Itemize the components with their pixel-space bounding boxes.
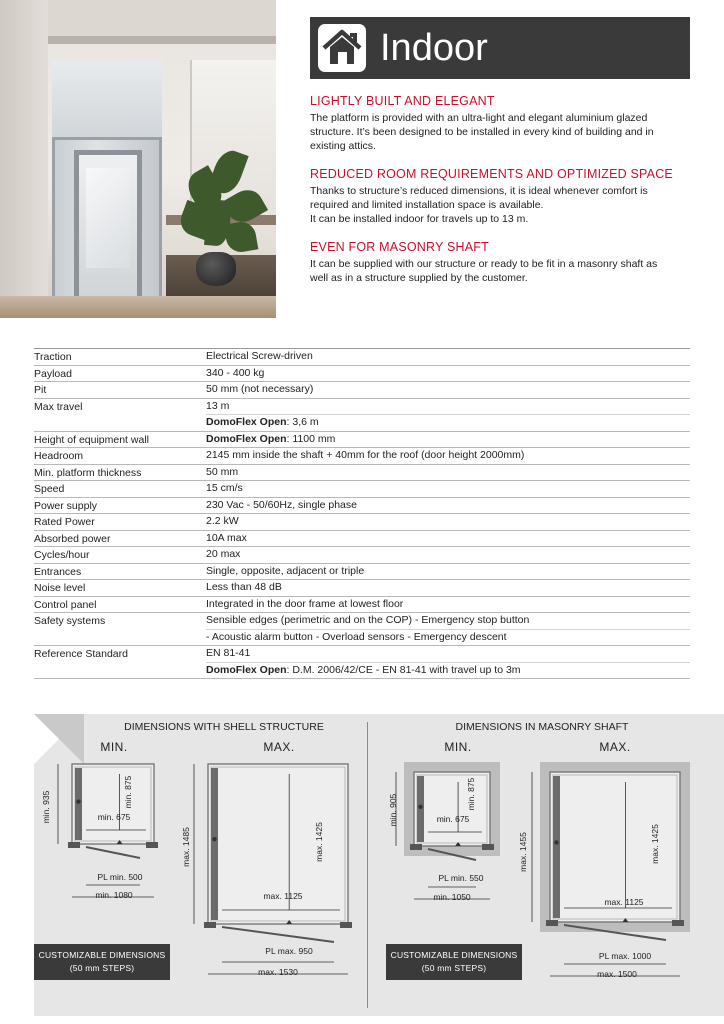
intro-heading: LIGHTLY BUILT AND ELEGANT xyxy=(310,94,495,108)
spec-values xyxy=(206,349,690,365)
spec-row xyxy=(34,646,690,679)
door-frame xyxy=(410,844,422,850)
spec-label: Min. platform thickness xyxy=(34,466,142,479)
door-frame xyxy=(546,920,558,926)
spec-value-text: 50 mm xyxy=(206,465,239,478)
spec-label: Reference Standard xyxy=(34,648,128,660)
spec-label: Max travel xyxy=(34,400,83,413)
spec-row xyxy=(34,382,690,399)
inner-height-label: min. 875 xyxy=(123,775,133,809)
spec-label: Pit xyxy=(34,384,47,396)
cop-button xyxy=(212,837,216,841)
spec-label: Payload xyxy=(34,367,72,380)
spec-values xyxy=(206,432,690,448)
spec-value-text: 2145 mm inside the shaft + 40mm for the roof (door height 2000mm) xyxy=(206,449,525,461)
spec-table xyxy=(34,348,690,679)
spec-row xyxy=(34,366,690,383)
cop-button xyxy=(554,840,558,844)
spec-value-text: Sensible edges (perimetric and on the COP) - Emergency stop button xyxy=(206,614,530,626)
spec-label: Absorbed power xyxy=(34,532,111,545)
door-frame xyxy=(68,842,80,848)
passage-width-label: PL max. 1000 xyxy=(598,951,652,961)
spec-row xyxy=(34,531,690,548)
spec-values xyxy=(206,399,690,431)
inner-height-label: min. 875 xyxy=(466,777,476,811)
drive-column xyxy=(417,776,424,842)
spec-value xyxy=(206,630,690,646)
outer-height-label: max. 1455 xyxy=(518,832,528,872)
spec-row xyxy=(34,465,690,482)
spec-row xyxy=(34,349,690,366)
spec-label: Safety systems xyxy=(34,615,106,627)
spec-row xyxy=(34,613,690,646)
spec-value-text: EN 81-41 xyxy=(206,647,251,659)
spec-value xyxy=(206,465,690,481)
spec-value xyxy=(206,663,690,679)
spec-values xyxy=(206,564,690,580)
spec-value-text: : 3,6 m xyxy=(286,416,319,428)
platform-outline xyxy=(72,764,154,844)
inner-width-label: max. 1125 xyxy=(263,891,303,901)
outer-height-label: max. 1485 xyxy=(181,827,191,867)
inner-width-label: min. 675 xyxy=(436,814,470,824)
outer-width-label: min. 1050 xyxy=(433,892,471,902)
spec-value xyxy=(206,415,690,431)
spec-values xyxy=(206,531,690,547)
spec-value-text: : D.M. 2006/42/CE - EN 81-41 with travel up to 3m xyxy=(286,663,521,676)
spec-value xyxy=(206,498,690,514)
cop-button xyxy=(418,805,422,809)
intro-heading: EVEN FOR MASONRY SHAFT xyxy=(310,240,489,254)
inner-height-label: max. 1425 xyxy=(314,822,324,862)
spec-value-text: 20 max xyxy=(206,548,241,560)
spec-label: Noise level xyxy=(34,582,86,594)
spec-value-text: Integrated in the door frame at lowest floor xyxy=(206,597,404,610)
page-title: Indoor xyxy=(380,27,488,69)
spec-value-text: Less than 48 dB xyxy=(206,581,282,593)
intro-text xyxy=(310,94,690,299)
cop-button xyxy=(76,799,80,803)
spec-values xyxy=(206,613,690,645)
masonry-min-label: MIN. xyxy=(444,740,472,754)
spec-value xyxy=(206,399,690,416)
spec-row xyxy=(34,481,690,498)
spec-value-text: - Acoustic alarm button - Overload sensors - Emergency descent xyxy=(206,630,507,643)
spec-value xyxy=(206,564,690,580)
door-leaf xyxy=(222,927,334,942)
product-name: DomoFlex Open xyxy=(206,416,287,428)
spec-values xyxy=(206,646,690,678)
spec-value-text: 340 - 400 kg xyxy=(206,366,265,379)
spec-row xyxy=(34,498,690,515)
spec-value xyxy=(206,481,690,497)
masonry-max-label: MAX. xyxy=(599,740,631,754)
spec-row xyxy=(34,580,690,597)
spec-value-text: 13 m xyxy=(206,399,230,412)
spec-label: Entrances xyxy=(34,565,82,578)
outer-width-label: max. 1500 xyxy=(597,969,637,979)
spec-values xyxy=(206,448,690,464)
spec-values xyxy=(206,465,690,481)
spec-row xyxy=(34,448,690,465)
dimension-drawings xyxy=(34,714,724,1016)
passage-width-label: PL max. 950 xyxy=(265,946,313,956)
spec-label: Control panel xyxy=(34,598,97,611)
spec-value-text: 230 Vac - 50/60Hz, single phase xyxy=(206,498,357,511)
inner-width-label: min. 675 xyxy=(97,812,131,822)
drive-column xyxy=(553,776,560,918)
spec-value xyxy=(206,580,690,596)
spec-value xyxy=(206,366,690,382)
spec-label: Rated Power xyxy=(34,516,95,528)
door-frame xyxy=(204,922,216,928)
passage-width-label: PL min. 500 xyxy=(97,872,143,882)
intro-section-masonry: EVEN FOR MASONRY SHAFT It can be supplied with our structure or ready to be fit in a masonry shaft as well as in a structure supplied by the customer. xyxy=(310,240,690,285)
spec-value xyxy=(206,514,690,530)
intro-section-lightweight: LIGHTLY BUILT AND ELEGANT The platform is provided with an ultra-light and elegant aluminium glazed structure. It’s been designed to be installed in every kind of building and in existing attics. xyxy=(310,94,690,153)
drive-column xyxy=(211,768,218,920)
product-name: DomoFlex Open xyxy=(206,663,287,676)
spec-value-text: Electrical Screw-driven xyxy=(206,350,313,362)
hero-photo xyxy=(0,0,276,318)
spec-value-text: 15 cm/s xyxy=(206,482,243,494)
shell-dimensions-title: DIMENSIONS WITH SHELL STRUCTURE xyxy=(124,721,324,733)
spec-value-text: Single, opposite, adjacent or triple xyxy=(206,564,365,577)
spec-row xyxy=(34,547,690,564)
passage-width-label: PL min. 550 xyxy=(438,873,484,883)
spec-values xyxy=(206,580,690,596)
spec-values xyxy=(206,597,690,613)
outer-width-label: min. 1080 xyxy=(95,890,133,900)
door-frame xyxy=(482,844,494,850)
spec-label: Height of equipment wall xyxy=(34,433,149,446)
home-icon xyxy=(318,24,366,72)
inner-width-label: max. 1125 xyxy=(604,897,644,907)
spec-value xyxy=(206,382,690,398)
spec-row xyxy=(34,597,690,614)
intro-heading: REDUCED ROOM REQUIREMENTS AND OPTIMIZED SPACE xyxy=(310,167,673,181)
spec-value-text: 10A max xyxy=(206,531,247,544)
spec-value-text: 50 mm (not necessary) xyxy=(206,383,314,395)
spec-label: Speed xyxy=(34,483,65,495)
door-frame xyxy=(146,842,158,848)
drive-column xyxy=(75,768,82,840)
spec-values xyxy=(206,382,690,398)
door-leaf xyxy=(86,847,140,858)
plant-pot xyxy=(196,252,236,286)
spec-values xyxy=(206,547,690,563)
spec-values xyxy=(206,514,690,530)
shell-max-label: MAX. xyxy=(263,740,295,754)
spec-value-text: : 1100 mm xyxy=(286,432,336,445)
outer-width-label: max. 1530 xyxy=(258,967,298,977)
spec-value-text: 2.2 kW xyxy=(206,515,239,527)
spec-value xyxy=(206,646,690,663)
dimensions-panel xyxy=(34,714,724,1016)
spec-label: Traction xyxy=(34,351,72,363)
inner-height-label: max. 1425 xyxy=(650,824,660,864)
spec-row xyxy=(34,514,690,531)
customizable-badge-shell: CUSTOMIZABLE DIMENSIONS (50 mm STEPS) xyxy=(34,944,170,980)
spec-value xyxy=(206,448,690,464)
spec-row xyxy=(34,564,690,581)
platform-outline xyxy=(414,772,490,846)
spec-label: Headroom xyxy=(34,450,84,462)
door-frame xyxy=(340,922,352,928)
spec-values xyxy=(206,498,690,514)
outer-height-label: min. 905 xyxy=(388,793,398,827)
spec-value xyxy=(206,613,690,630)
spec-value xyxy=(206,597,690,613)
spec-value xyxy=(206,432,690,448)
product-name: DomoFlex Open xyxy=(206,432,287,445)
spec-value xyxy=(206,547,690,563)
spec-value xyxy=(206,531,690,547)
door-frame xyxy=(672,920,684,926)
shell-min-label: MIN. xyxy=(100,740,128,754)
spec-values xyxy=(206,366,690,382)
intro-section-space: REDUCED ROOM REQUIREMENTS AND OPTIMIZED SPACE Thanks to structure’s reduced dimensions, it is ideal whenever comfort is required and limited installation space is available. It can be installed indoor for travels up to 13 m. xyxy=(310,167,690,226)
spec-value xyxy=(206,349,690,365)
spec-label: Power supply xyxy=(34,499,98,512)
outer-height-label: min. 935 xyxy=(41,790,51,824)
section-header xyxy=(310,17,690,79)
spec-row xyxy=(34,399,690,432)
spec-label: Cycles/hour xyxy=(34,549,90,561)
customizable-badge-masonry: CUSTOMIZABLE DIMENSIONS (50 mm STEPS) xyxy=(386,944,522,980)
spec-row xyxy=(34,432,690,449)
masonry-dimensions-title: DIMENSIONS IN MASONRY SHAFT xyxy=(455,721,629,733)
spec-values xyxy=(206,481,690,497)
